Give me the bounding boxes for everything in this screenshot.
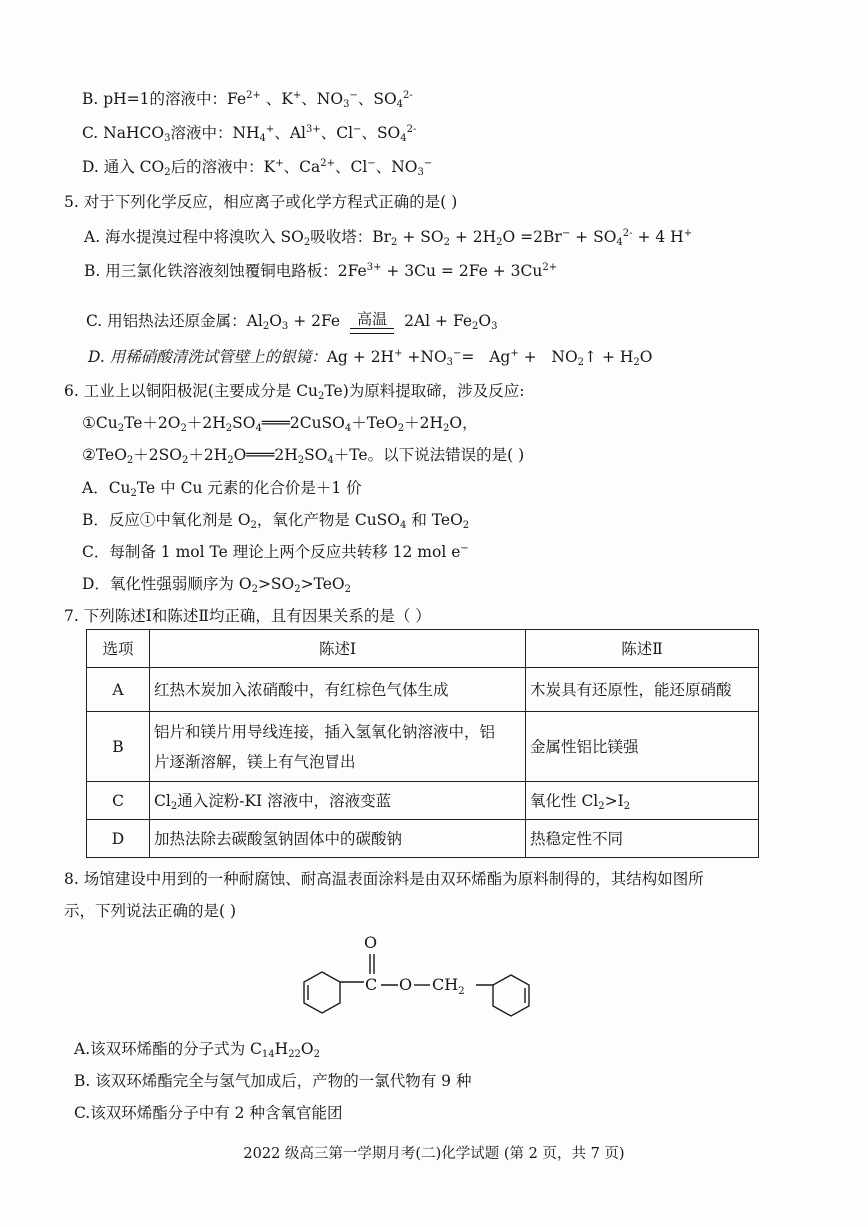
q8-stem-line-2: 示，下列说法正确的是( ) [64, 902, 237, 920]
row-statement-2: 金属性铝比镁强 [526, 712, 759, 782]
carbonyl-oxygen-label: O [364, 933, 378, 952]
row-statement-2: 氧化性 $Cl_2>I_2$ [526, 782, 759, 820]
page-footer: 2022 级高三第一学期月考(二)化学试题 (第 2 页，共 7 页) [243, 1146, 625, 1162]
bicyclic-ester-structure [290, 928, 550, 1028]
q4-option-d: D. 通入 $CO_2$后的溶液中：K+、$Ca^{2+}$、Cl−、$NO_3^-$ [82, 158, 433, 178]
table-header-row [87, 630, 759, 668]
q6-option-a: A．$Cu_2Te$ 中 Cu 元素的化合价是＋1 价 [82, 479, 362, 499]
q6-option-b: B．反应①中氧化剂是 $O_2$，氧化产物是 CuSO$_4$ 和 TeO$_2$ [82, 511, 470, 531]
row-option: D [87, 820, 150, 858]
table-row [87, 782, 759, 820]
table-row [87, 820, 759, 858]
header-statement-2: 陈述Ⅱ [526, 630, 759, 668]
table-row [87, 712, 759, 782]
q6-option-c: C．每制备 1 mol Te 理论上两个反应共转移 12 mol e− [82, 543, 469, 561]
row-option: B [87, 712, 150, 782]
row-option: C [87, 782, 150, 820]
row-statement-1: 加热法除去碳酸氢钠固体中的碳酸钠 [150, 820, 526, 858]
q6-reaction-2: $②TeO_2+2SO_2+2H_2O═══2H_2SO_4+Te$。以下说法错误的是( ) [82, 446, 525, 466]
q7-table [86, 629, 759, 858]
carbonyl-carbon-label: C [365, 975, 378, 994]
row-statement-2: 木炭具有还原性，能还原硝酸 [526, 668, 759, 712]
q8-option-c: C.该双环烯酯分子中有 2 种含氧官能团 [74, 1104, 343, 1122]
q6-option-d: D．氧化性强弱顺序为 $O_2>SO_2>TeO_2$ [82, 575, 352, 595]
q7-stem: 7. 下列陈述Ⅰ和陈述Ⅱ均正确，且有因果关系的是（ ） [64, 607, 431, 625]
row-statement-2: 热稳定性不同 [526, 820, 759, 858]
q5-option-d: D. 用稀硝酸清洗试管壁上的银镜：$Ag + 2H^+ +NO_3^-= Ag^+$ + $NO_2↑ + H_2O$ [88, 348, 653, 368]
row-option: A [87, 668, 150, 712]
q8-stem-line-1: 8. 场馆建设中用到的一种耐腐蚀、耐高温表面涂料是由双环烯酯为原料制得的，其结构如图所 [64, 870, 704, 888]
row-statement-1: 红热木炭加入浓硝酸中，有红棕色气体生成 [150, 668, 526, 712]
q6-stem: 6. 工业上以铜阳极泥(主要成分是 $Cu_2Te$)为原料提取碲，涉及反应: [64, 382, 525, 402]
q6-reaction-1: $①Cu_2Te+2O_2+2H_2SO_4═══2CuSO_4+TeO_2+2H_2O$， [82, 414, 478, 434]
q5-option-a: A. 海水提溴过程中将溴吹入 $SO_2$吸收塔：$Br_2 + SO_2 + 2H_2O =2Br^- + SO_4^{2-} + 4$ H+ [84, 228, 693, 248]
methylene-label: $CH_2$ [432, 975, 465, 997]
q5-option-c: C. 用铝热法还原金属：$Al_2O_3 + 2Fe$ 高温 $2Al + Fe_2O_3$ [86, 309, 498, 332]
row-statement-1: 铝片和镁片用导线连接，插入氢氧化钠溶液中，铝 片逐渐溶解，镁上有气泡冒出 [150, 712, 526, 782]
q4-option-b: B. pH=1的溶液中：$Fe^{2+}$ 、K+、$NO_3^-$、$SO_4^{2-}$ [82, 90, 413, 110]
header-statement-1: 陈述Ⅰ [150, 630, 526, 668]
header-option: 选项 [87, 630, 150, 668]
ester-oxygen-label: O [399, 975, 413, 994]
table-row [87, 668, 759, 712]
q5-stem: 5. 对于下列化学反应，相应离子或化学方程式正确的是( ) [64, 193, 458, 211]
q4-option-c: C. NaHCO$_3$溶液中：$NH_4^+$、$Al^{3+}$、Cl−、$SO_4^{2-}$ [82, 124, 417, 144]
row-statement-1: $Cl_2$通入淀粉-KI 溶液中，溶液变蓝 [150, 782, 526, 820]
reaction-condition: 高温 [350, 311, 394, 334]
q8-option-a: A.该双环烯酯的分子式为 $C_{14}H_{22}O_2$ [74, 1040, 321, 1060]
q8-option-b: B. 该双环烯酯完全与氢气加成后，产物的一氯代物有 9 种 [74, 1072, 472, 1090]
q5-option-b: B. 用三氯化铁溶液刻蚀覆铜电路板：$2Fe^{3+} + 3Cu = 2Fe + 3Cu^{2+}$ [84, 262, 558, 280]
